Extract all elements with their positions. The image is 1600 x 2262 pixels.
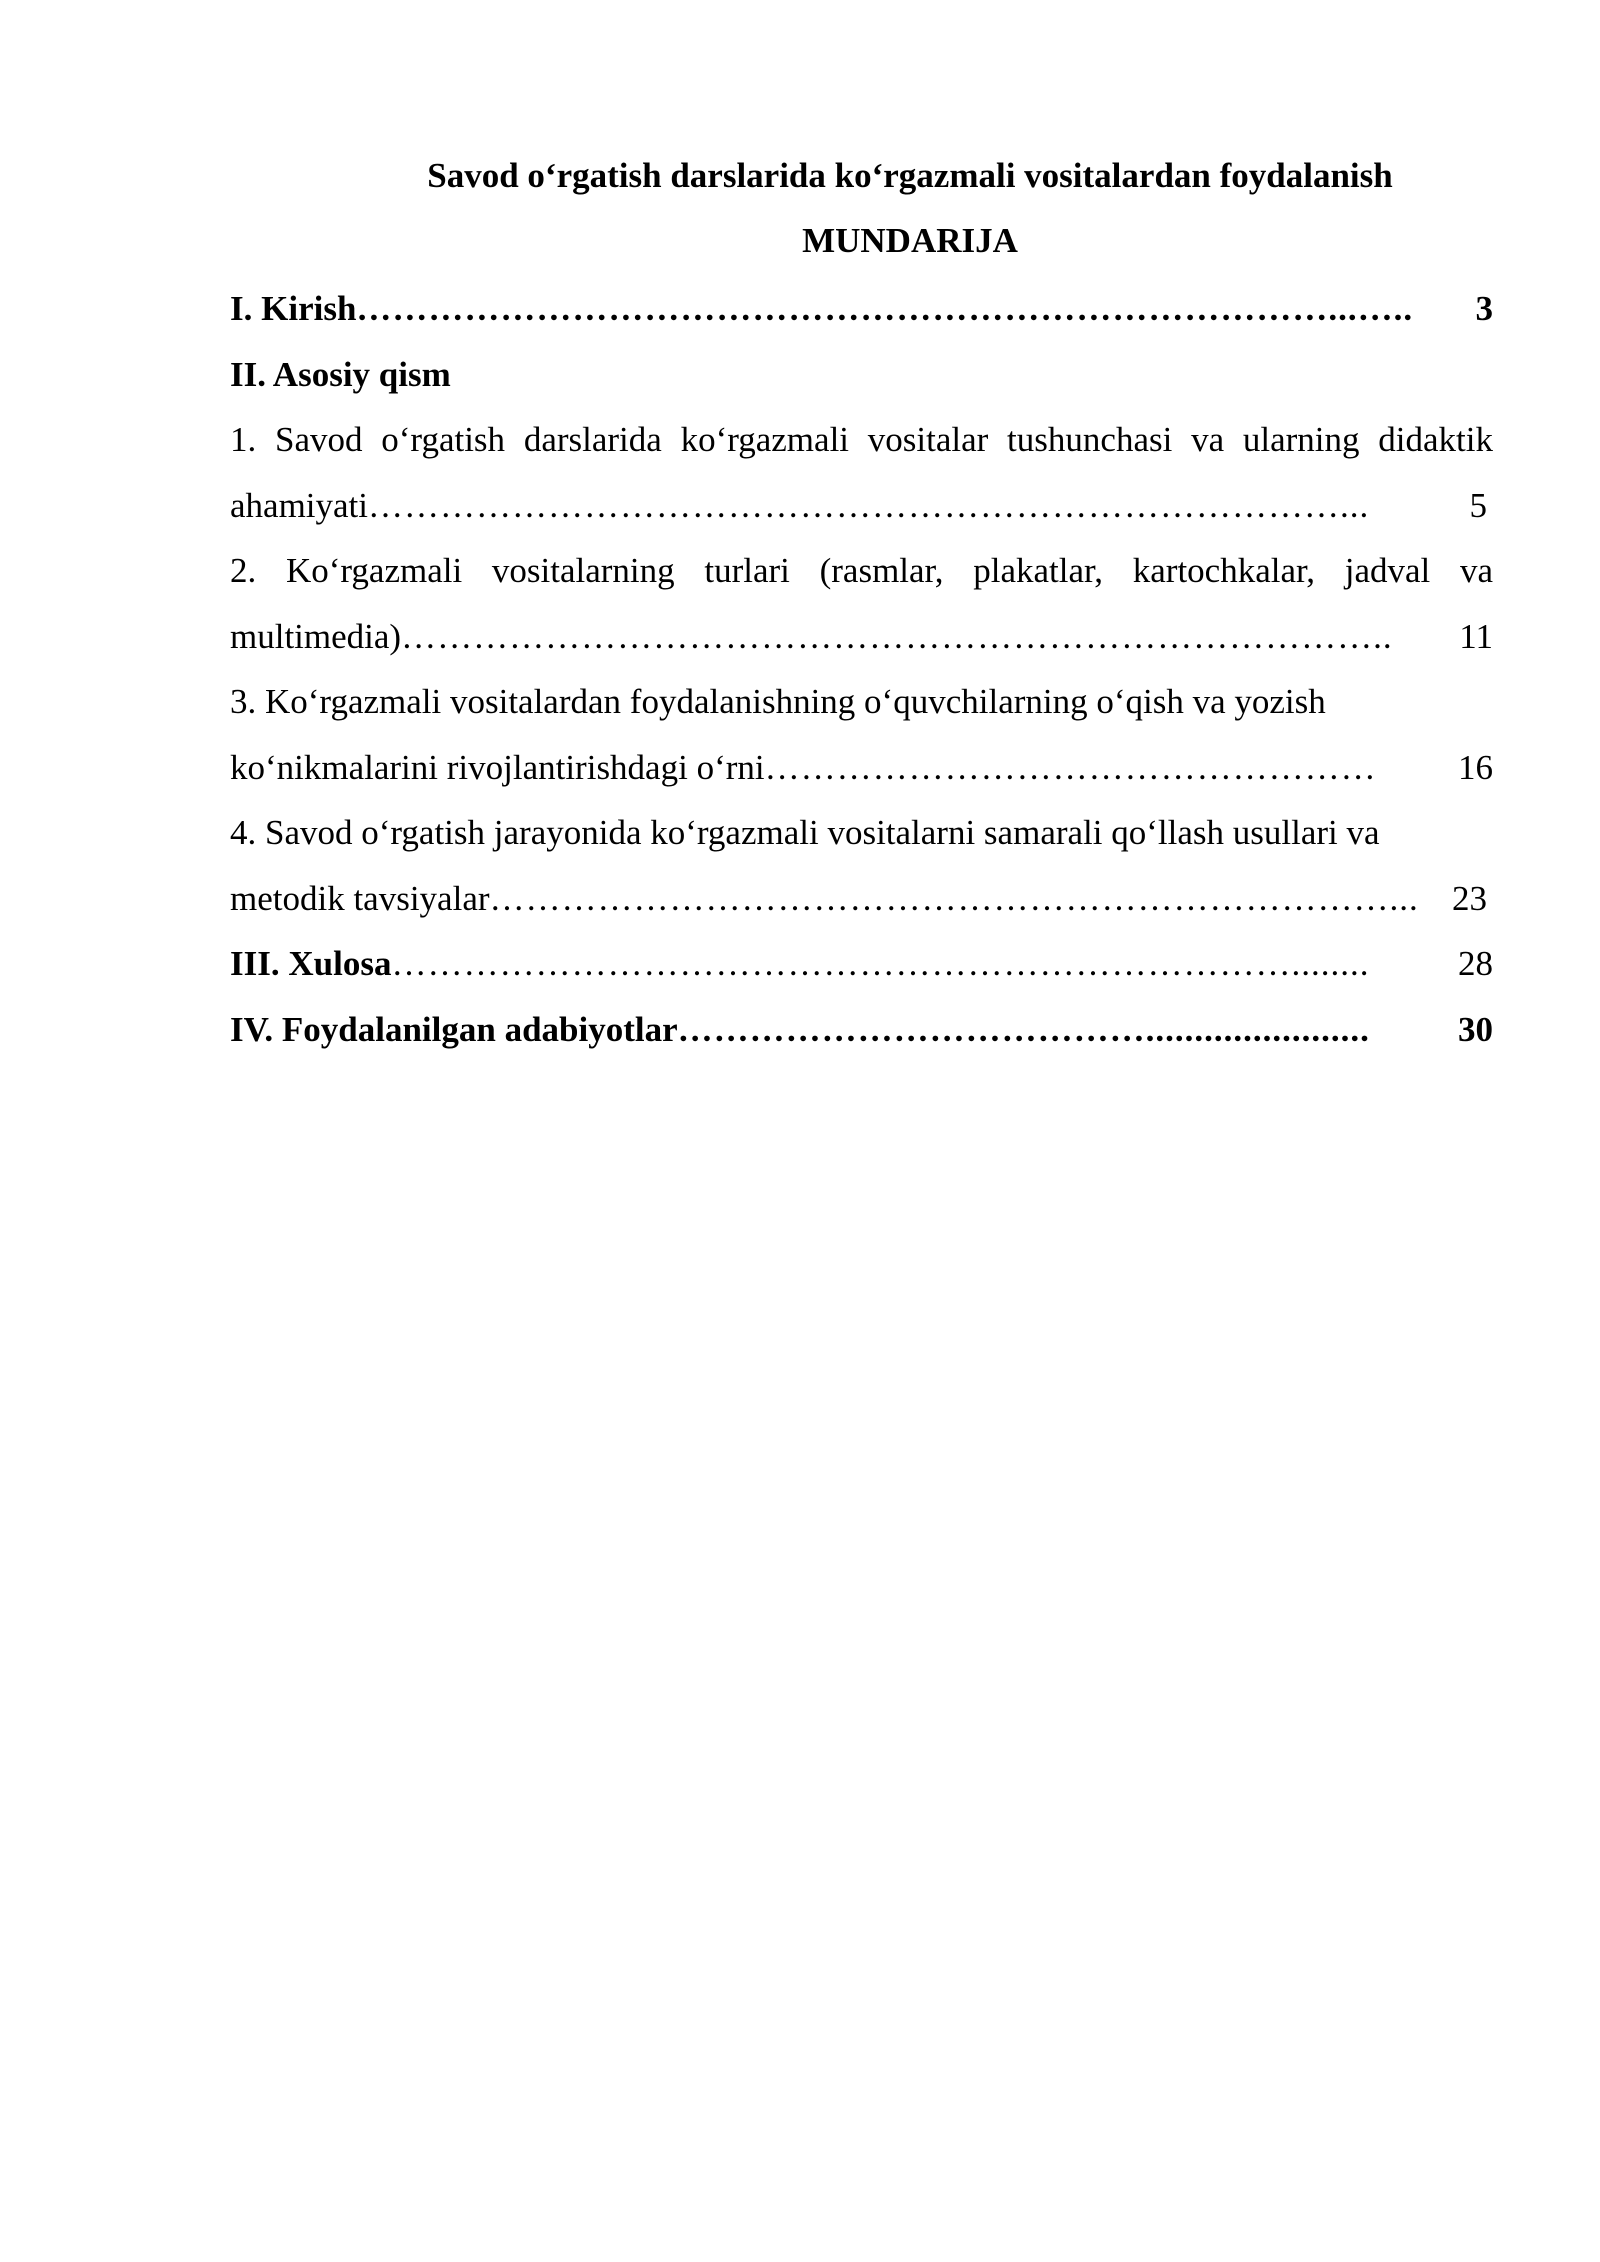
toc-entry-foydalanilgan-adabiyotlar (230, 997, 1493, 1063)
toc-page-number: 28 (1458, 944, 1493, 983)
toc-entry-label: IV. Foydalanilgan adabiyotlar (230, 1009, 678, 1049)
toc-entry-label: ahamiyati (230, 485, 369, 525)
document-title: Savod o‘rgatish darslarida ko‘rgazmali vositalardan foydalanish (427, 156, 1393, 195)
toc-heading: MUNDARIJA (802, 221, 1018, 260)
toc-leader-dots: …………………………………....................... (677, 1009, 1370, 1049)
toc-entry-label: multimedia) (230, 616, 402, 656)
toc-entry-1-line2 (230, 473, 1487, 539)
toc-entry-kirish (230, 276, 1493, 342)
toc-page-number: 3 (1475, 289, 1493, 328)
toc-entry-2-line1: 2. Ko‘rgazmali vositalarning turlari (rasmlar, plakatlar, kartochkalar, jadval va (230, 551, 1493, 590)
toc-leader-dots: …………………………………………… (764, 747, 1377, 787)
toc-entry-asosiy-qism (230, 342, 1493, 408)
toc-entry-xulosa (230, 931, 1493, 997)
toc-leader-dots: …………………………………………………………………........ (391, 944, 1370, 983)
toc-entry-1-line1: 1. Savod o‘rgatish darslarida ko‘rgazmali vositalar tushunchasi va ularning didaktik (230, 420, 1493, 459)
toc-page-number: 16 (1458, 747, 1493, 787)
toc-entry-4-line2 (230, 866, 1487, 932)
toc-entry-label: metodik tavsiyalar (230, 878, 490, 918)
toc-leader-dots: ……………………………………………………………………….. (401, 616, 1393, 656)
toc-page-number: 5 (1469, 485, 1487, 525)
toc-leader-dots: ………………………………………………………………………... (368, 485, 1370, 525)
toc-entry-2-line2 (230, 604, 1493, 670)
toc-leader-dots: …………………………………………………………………... (489, 878, 1419, 918)
toc-entry-label: I. Kirish (230, 289, 357, 328)
toc-leader-dots: ………………………………………………………………………...….. (356, 289, 1414, 328)
toc-page-number: 23 (1452, 878, 1487, 918)
toc-entry-label: II. Asosiy qism (230, 354, 451, 394)
toc-entry-label: III. Xulosa (230, 944, 392, 983)
toc-entry-4-line1 (230, 800, 1493, 866)
toc-entry-text: 4. Savod o‘rgatish jarayonida ko‘rgazmali vositalarni samarali qo‘llash usullari va (230, 813, 1380, 852)
table-of-contents (230, 276, 1493, 1062)
toc-entry-text: 3. Ko‘rgazmali vositalardan foydalanishning o‘quvchilarning o‘qish va yozish (230, 682, 1326, 721)
toc-page-number: 11 (1459, 616, 1493, 656)
toc-entry-3-line2 (230, 735, 1493, 801)
toc-page-number: 30 (1458, 1009, 1493, 1049)
toc-entry-label: ko‘nikmalarini rivojlantirishdagi o‘rni (230, 747, 765, 787)
toc-entry-3-line1 (230, 669, 1493, 735)
